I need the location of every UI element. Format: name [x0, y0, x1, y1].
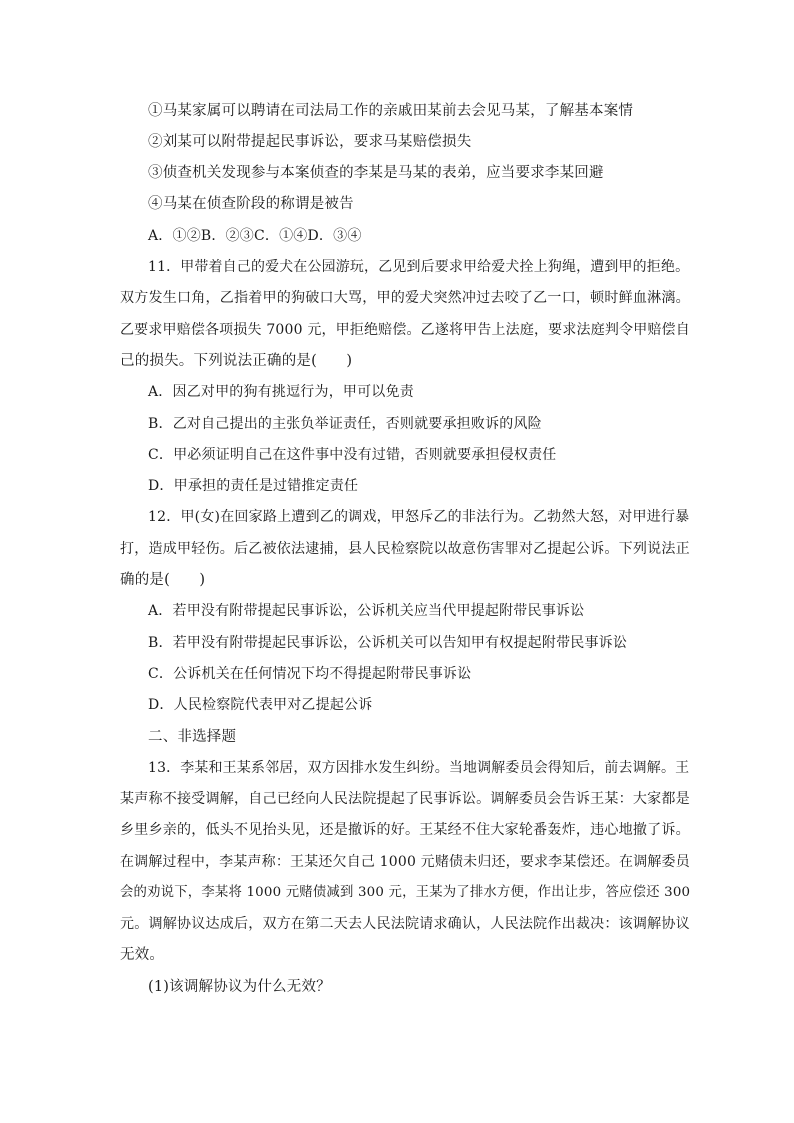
q13-stem-line-4: 在调解过程中，李某声称：王某还欠自己 1000 元赌债未归还，要求李某偿还。在调解委员: [120, 854, 690, 870]
q11-option-b: B．乙对自己提出的主张负举证责任，否则就要承担败诉的风险: [148, 416, 542, 432]
section-title: 二、非选择题: [148, 729, 237, 745]
q13-stem-line-7: 无效。: [120, 947, 165, 963]
q12-stem-line-3: 确的是( ): [120, 572, 206, 588]
q10-options: A．①②B．②③C．①④D．③④: [148, 228, 362, 244]
q13-subquestion-1: (1)该调解协议为什么无效？: [148, 979, 331, 995]
statement-3: ③侦查机关发现参与本案侦查的李某是马某的表弟，应当要求李某回避: [148, 165, 604, 181]
statement-1: ①马某家属可以聘请在司法局工作的亲戚田某前去会见马某，了解基本案情: [148, 103, 634, 119]
q12-stem-line-2: 打，造成甲轻伤。后乙被依法逮捕，县人民检察院以故意伤害罪对乙提起公诉。下列说法正: [120, 541, 690, 557]
q11-option-c: C．甲必须证明自己在这件事中没有过错，否则就要承担侵权责任: [148, 447, 557, 463]
q11-stem-line-1: 11．甲带着自己的爱犬在公园游玩，乙见到后要求甲给爱犬拴上狗绳，遭到甲的拒绝。: [148, 259, 690, 275]
q13-stem-line-2: 某声称不接受调解，自己已经向人民法院提起了民事诉讼。调解委员会告诉王某：大家都是: [120, 791, 690, 807]
statement-2: ②刘某可以附带提起民事诉讼，要求马某赔偿损失: [148, 134, 472, 150]
q12-option-b: B．若甲没有附带提起民事诉讼，公诉机关可以告知甲有权提起附带民事诉讼: [148, 635, 628, 651]
q13-stem-line-6: 元。调解协议达成后，双方在第二天去人民法院请求确认，人民法院作出裁决：该调解协议: [120, 916, 690, 932]
q13-stem-line-5: 会的劝说下，李某将 1000 元赌债减到 300 元，王某为了排水方便，作出让步，答应偿还 300: [120, 885, 691, 900]
q11-option-a: A．因乙对甲的狗有挑逗行为，甲可以免责: [148, 384, 414, 400]
q12-option-d: D．人民检察院代表甲对乙提起公诉: [148, 697, 373, 713]
q11-stem-line-4: 己的损失。下列说法正确的是( ): [120, 353, 353, 369]
q13-stem-line-3: 乡里乡亲的，低头不见抬头见，还是撤诉的好。王某经不住大家轮番轰炸，违心地撤了诉。: [120, 822, 690, 838]
q11-stem-line-3: 乙要求甲赔偿各项损失 7000 元，甲拒绝赔偿。乙遂将甲告上法庭，要求法庭判令甲赔偿自: [120, 322, 690, 338]
statement-4: ④马某在侦查阶段的称谓是被告: [148, 196, 354, 212]
q12-option-c: C．公诉机关在任何情况下均不得提起附带民事诉讼: [148, 666, 472, 682]
q11-option-d: D．甲承担的责任是过错推定责任: [148, 478, 359, 494]
q11-stem-line-2: 双方发生口角，乙指着甲的狗破口大骂，甲的爱犬突然冲过去咬了乙一口，顿时鲜血淋漓。: [120, 290, 690, 306]
q12-option-a: A．若甲没有附带提起民事诉讼，公诉机关应当代甲提起附带民事诉讼: [148, 603, 585, 619]
q13-stem-line-1: 13．李某和王某系邻居，双方因排水发生纠纷。当地调解委员会得知后，前去调解。王: [148, 760, 690, 776]
q12-stem-line-1: 12．甲(女)在回家路上遭到乙的调戏，甲怒斥乙的非法行为。乙勃然大怒，对甲进行暴: [148, 509, 690, 525]
